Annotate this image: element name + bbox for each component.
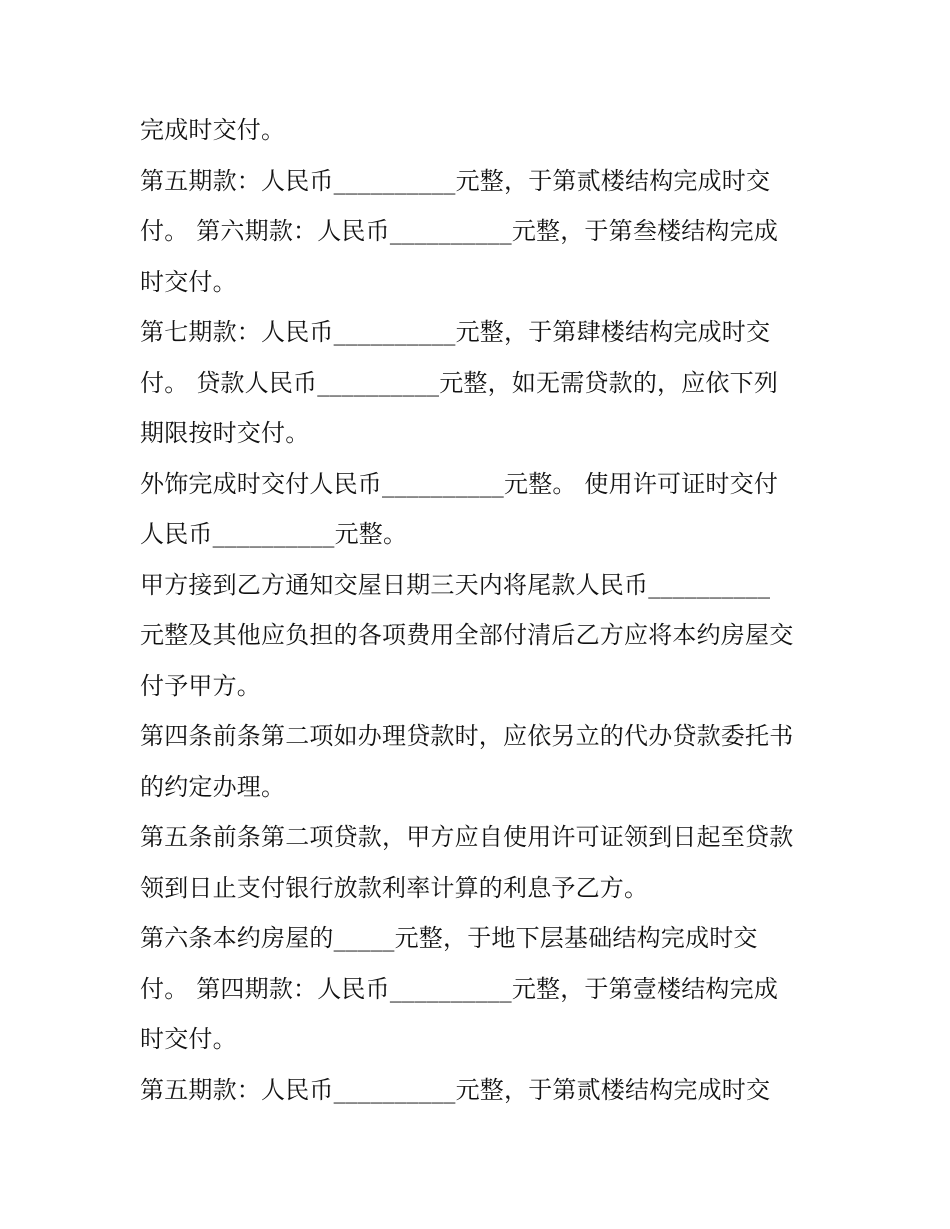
text-line: 付。 第六期款：人民币__________元整，于第叁楼结构完成 [140,217,779,245]
text-line: 第六条本约房屋的_____元整，于地下层基础结构完成时交 [140,924,758,952]
text-line: 时交付。 [140,1025,237,1053]
text-line: 甲方接到乙方通知交屋日期三天内将尾款人民币__________ [140,570,771,599]
text-line: 付。 贷款人民币__________元整，如无需贷款的，应依下列 [140,368,779,397]
text-line: 的约定办理。 [140,772,286,801]
text-line: 期限按时交付。 [140,419,310,447]
text-line: 外饰完成时交付人民币__________元整。 使用许可证时交付 [140,469,779,498]
text-line: 人民币__________元整。 [140,520,408,548]
text-line: 元整及其他应负担的各项费用全部付清后乙方应将本约房屋交 [140,621,794,649]
text-line: 第七期款：人民币__________元整，于第肆楼结构完成时交 [140,318,771,346]
contract-text [140,105,820,1115]
text-line: 第五条前条第二项贷款，甲方应自使用许可证领到日起至贷款 [140,823,794,851]
text-line: 付。 第四期款：人民币__________元整，于第壹楼结构完成 [140,974,779,1003]
text-line: 第五期款：人民币__________元整，于第贰楼结构完成时交 [140,166,771,195]
text-line: 领到日止支付银行放款利率计算的利息予乙方。 [140,873,649,902]
text-line: 第五期款：人民币__________元整，于第贰楼结构完成时交 [140,1075,771,1104]
text-line: 付予甲方。 [140,671,261,700]
text-line: 第四条前条第二项如办理贷款时，应依另立的代办贷款委托书 [140,722,794,750]
text-line: 完成时交付。 [140,116,286,144]
text-line: 时交付。 [140,267,237,296]
